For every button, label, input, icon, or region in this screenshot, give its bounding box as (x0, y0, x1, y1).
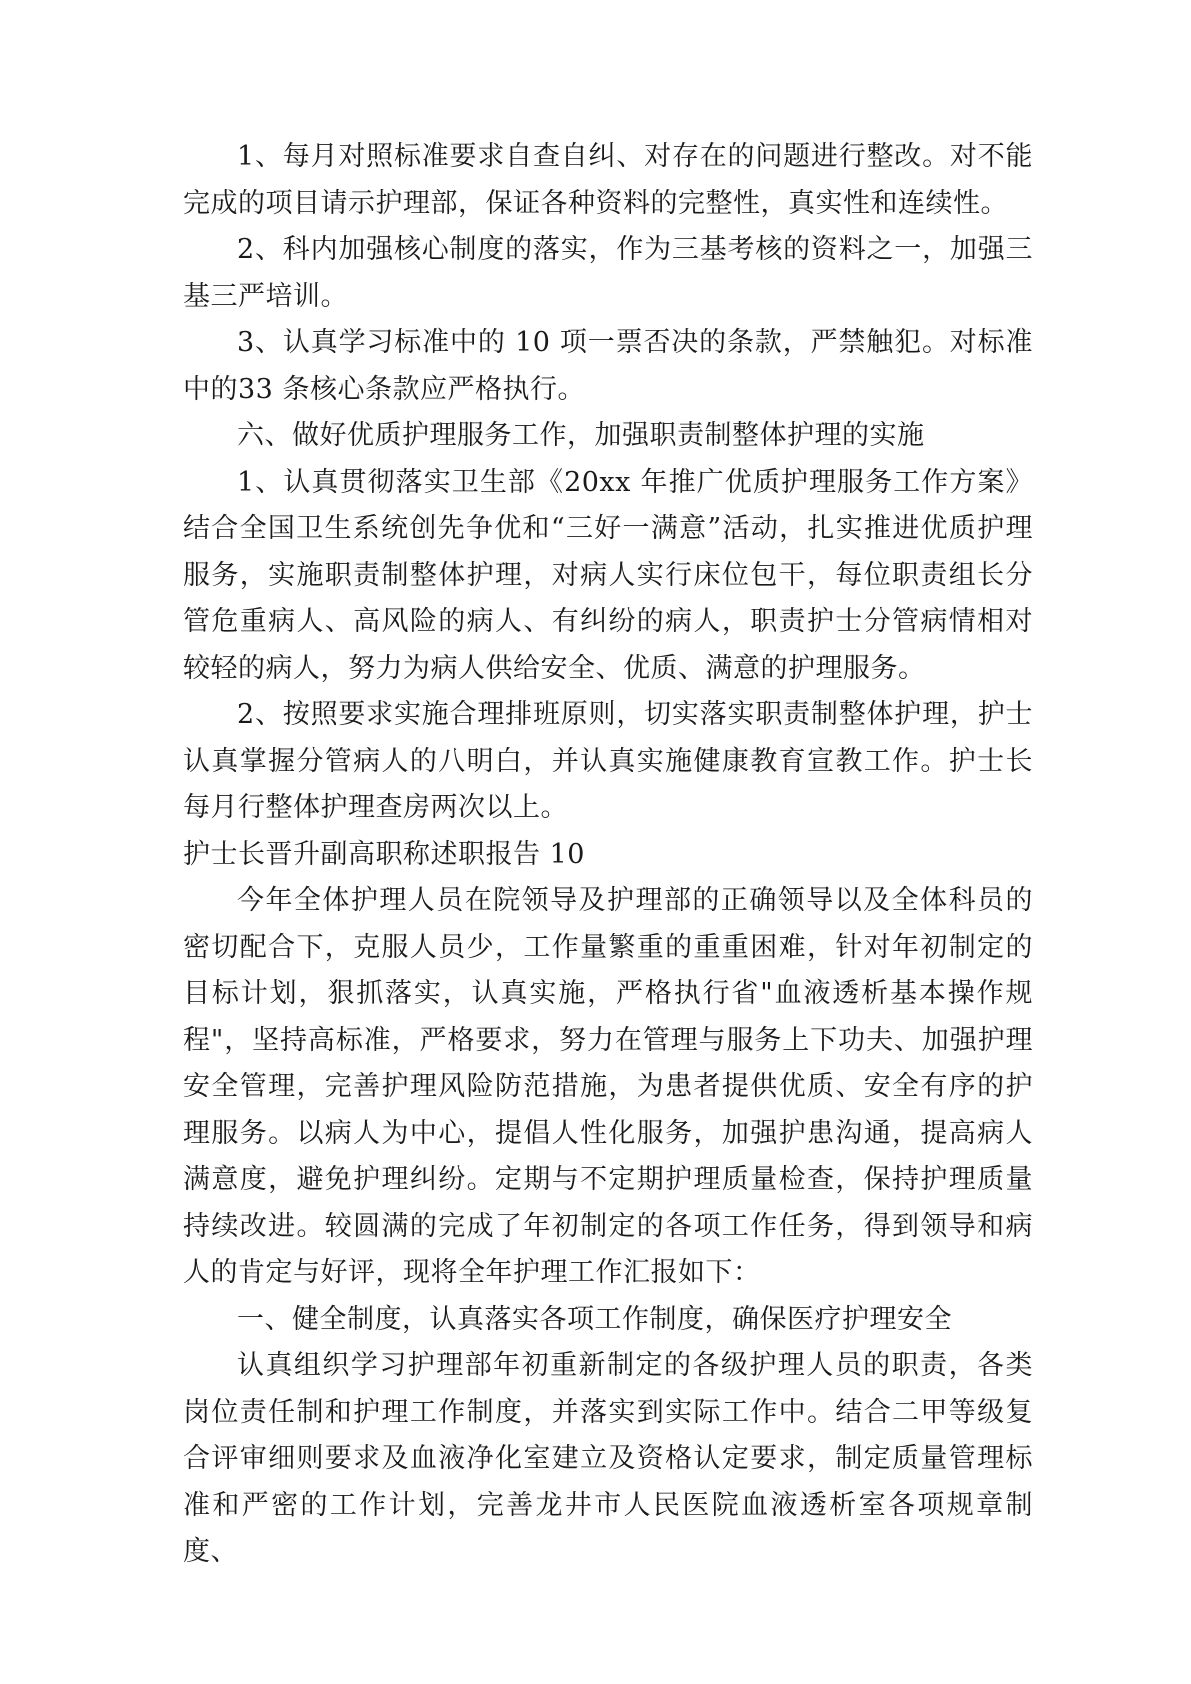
report-title: 护士长晋升副高职称述职报告 10 (183, 838, 585, 870)
paragraph-core-system: 2、科内加强核心制度的落实，作为三基考核的资料之一，加强三基三严培训。 (183, 234, 1033, 312)
document-body (183, 134, 1033, 1576)
section-heading-system: 一、健全制度，认真落实各项工作制度，确保医疗护理安全 (237, 1303, 952, 1335)
section-heading-quality-service: 六、做好优质护理服务工作，加强职责制整体护理的实施 (237, 420, 925, 451)
paragraph-self-check: 1、每月对照标准要求自查自纠、对存在的问题进行整改。对不能完成的项目请示护理部，保证各种资料的完整性，真实性和连续性。 (183, 141, 1033, 219)
paragraph-scheduling: 2、按照要求实施合理排班原则，切实落实职责制整体护理，护士认真掌握分管病人的八明白，并认真实施健康教育宣教工作。护士长每月行整体护理查房两次以上。 (183, 699, 1033, 823)
paragraph-veto-items: 3、认真学习标准中的 10 项一票否决的条款，严禁触犯。对标准中的33 条核心条款应严格执行。 (183, 327, 1033, 405)
paragraph-implement-plan: 1、认真贯彻落实卫生部《20xx 年推广优质护理服务工作方案》结合全国卫生系统创先争优和“三好一满意”活动，扎实推进优质护理服务，实施职责制整体护理，对病人实行床位包干，每位职责组长分管危重病人、高风险的病人、有纠纷的病人，职责护士分管病情相对较轻的病人，努力为病人供给安全、优质、满意的护理服务。 (183, 466, 1033, 684)
paragraph-annual-summary: 今年全体护理人员在院领导及护理部的正确领导以及全体科员的密切配合下，克服人员少，工作量繁重的重重困难，针对年初制定的目标计划，狠抓落实，认真实施，严格执行省"血液透析基本操作规程"，坚持高标准，严格要求，努力在管理与服务上下功夫、加强护理安全管理，完善护理风险防范措施，为患者提供优质、安全有序的护理服务。以病人为中心，提倡人性化服务，加强护患沟通，提高病人满意度，避免护理纠纷。定期与不定期护理质量检查，保持护理质量持续改进。较圆满的完成了年初制定的各项工作任务，得到领导和病人的肯定与好评，现将全年护理工作汇报如下： (183, 885, 1033, 1288)
paragraph-responsibilities: 认真组织学习护理部年初重新制定的各级护理人员的职责，各类岗位责任制和护理工作制度，并落实到实际工作中。结合二甲等级复合评审细则要求及血液净化室建立及资格认定要求，制定质量管理标准和严密的工作计划，完善龙井市人民医院血液透析室各项规章制度、 (183, 1350, 1033, 1567)
